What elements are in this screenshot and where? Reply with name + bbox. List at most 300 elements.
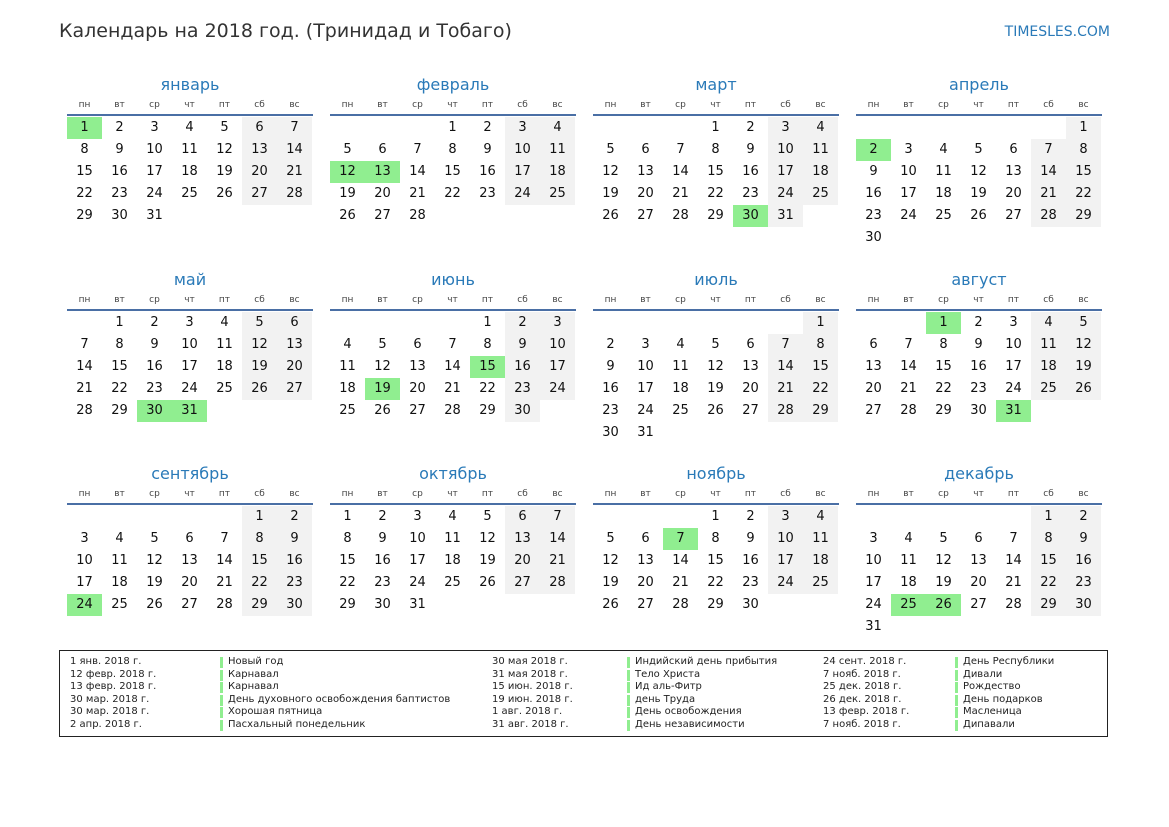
weekday-label: вс [289,489,300,499]
site-link[interactable]: TIMESLES.COM [1004,24,1110,40]
day-cell: 6 [974,531,983,546]
day-cell: 9 [150,337,159,352]
weekday-label: вт [903,489,914,499]
weekday-label: вт [640,100,651,110]
day-cell: 27 [374,208,391,223]
day-cell: 22 [707,186,724,201]
day-cell: 2 [150,315,159,330]
weekday-label: пн [867,295,880,305]
day-cell: 2 [1066,506,1101,528]
day-cell: 19 [970,186,987,201]
weekday-label: ср [675,295,686,305]
weekday-label: вс [1078,489,1089,499]
day-cell: 14 [216,553,233,568]
day-cell: 8 [115,337,124,352]
weekday-label: пн [867,489,880,499]
day-cell: 13 [637,164,654,179]
day-cell: 8 [483,337,492,352]
day-grid [593,117,839,227]
day-cell: 13 [970,553,987,568]
empty-cell [365,312,400,334]
weekday-header [67,96,313,116]
day-cell: 9 [115,142,124,157]
holiday-marker [955,707,958,718]
empty-cell [1031,117,1066,139]
day-cell: 29 [1066,205,1101,227]
day-cell: 21 [672,186,689,201]
day-cell: 21 [672,575,689,590]
day-cell: 31 [146,208,163,223]
day-cell: 2 [115,120,124,135]
day-cell: 22 [339,575,356,590]
day-cell: 19 [707,381,724,396]
empty-cell [400,312,435,334]
day-cell: 17 [181,359,198,374]
day-cell: 1 [242,506,277,528]
day-cell: 14 [444,359,461,374]
day-cell: 18 [444,553,461,568]
weekday-label: вс [815,489,826,499]
day-cell: 27 [637,597,654,612]
day-cell: 1 [711,509,720,524]
month-name: май [173,270,207,289]
holiday-name: Дивали [963,668,1003,680]
day-cell: 22 [242,572,277,594]
day-cell: 17 [637,381,654,396]
weekday-label: пт [218,489,231,499]
weekday-label: ср [149,100,160,110]
holiday-marker [220,682,223,693]
day-cell: 16 [1066,550,1101,572]
holiday-marker [955,695,958,706]
day-cell: 5 [378,337,387,352]
day-cell: 9 [974,337,983,352]
legend-row [823,669,1054,682]
day-cell: 14 [672,164,689,179]
day-cell: 4 [185,120,194,135]
day-cell: 7 [768,334,803,356]
day-cell: 30 [277,594,312,616]
day-cell: 26 [479,575,496,590]
day-cell: 7 [904,337,913,352]
day-cell: 31 [865,619,882,634]
day-cell: 2 [505,312,540,334]
weekday-label: чт [710,100,721,110]
day-cell: 27 [637,208,654,223]
day-cell: 29 [111,403,128,418]
weekday-header [856,291,1102,311]
day-cell: 3 [869,531,878,546]
weekday-label: сб [1043,489,1054,499]
holiday-date: 7 нояб. 2018 г. [823,668,901,680]
day-cell: 31 [637,425,654,440]
day-cell: 12 [1066,334,1101,356]
day-cell: 23 [602,403,619,418]
day-cell: 20 [409,381,426,396]
day-cell: 5 [606,531,615,546]
day-cell: 5 [242,312,277,334]
day-cell: 26 [146,597,163,612]
day-cell: 23 [1066,572,1101,594]
day-grid [856,117,1102,249]
weekday-label: вт [114,489,125,499]
day-cell: 17 [409,553,426,568]
day-cell: 21 [1031,183,1066,205]
holiday-date: 31 мая 2018 г. [492,668,568,680]
day-cell: 27 [181,597,198,612]
holiday-marker [627,720,630,731]
month-name: декабрь [944,464,1014,483]
empty-cell [663,506,698,528]
day-cell: 30 [970,403,987,418]
weekday-label: вт [114,100,125,110]
day-cell: 6 [378,142,387,157]
day-cell: 9 [869,164,878,179]
day-cell: 27 [742,403,759,418]
day-cell: 10 [409,531,426,546]
weekday-header [856,96,1102,116]
holiday-day-cell: 25 [891,594,926,616]
month-name: февраль [416,75,490,94]
empty-cell [733,312,768,334]
day-cell: 24 [146,186,163,201]
day-cell: 10 [146,142,163,157]
month-name: ноябрь [686,464,746,483]
day-cell: 6 [242,117,277,139]
day-cell: 22 [76,186,93,201]
weekday-label: чт [184,100,195,110]
empty-cell [663,117,698,139]
holiday-date: 31 авг. 2018 г. [492,718,569,730]
holiday-day-cell: 31 [172,400,207,422]
day-cell: 25 [444,575,461,590]
day-cell: 19 [339,186,356,201]
day-cell: 12 [602,164,619,179]
day-cell: 16 [277,550,312,572]
day-cell: 7 [540,506,575,528]
day-cell: 5 [711,337,720,352]
day-cell: 28 [1031,205,1066,227]
weekday-header [330,485,576,505]
holiday-day-cell: 26 [926,594,961,616]
weekday-label: сб [254,100,265,110]
day-cell: 15 [935,359,952,374]
day-cell: 30 [374,597,391,612]
day-cell: 18 [339,381,356,396]
empty-cell [435,312,470,334]
day-cell: 16 [742,164,759,179]
day-cell: 25 [111,597,128,612]
empty-cell [891,117,926,139]
day-cell: 6 [641,142,650,157]
weekday-label: ср [149,489,160,499]
day-cell: 2 [277,506,312,528]
weekday-header [593,485,839,505]
day-cell: 23 [970,381,987,396]
day-cell: 26 [602,597,619,612]
legend-row [70,681,450,694]
empty-cell [856,117,891,139]
day-cell: 3 [413,509,422,524]
month-name: июль [694,270,738,289]
weekday-label: пн [867,100,880,110]
holiday-day-cell: 13 [365,161,400,183]
day-cell: 26 [602,208,619,223]
empty-cell [102,506,137,528]
weekday-label: вс [552,295,563,305]
holiday-name: Карнавал [228,681,279,692]
day-cell: 1 [483,315,492,330]
day-cell: 24 [540,378,575,400]
day-cell: 10 [865,553,882,568]
day-cell: 30 [602,425,619,440]
day-cell: 5 [606,142,615,157]
day-cell: 12 [707,359,724,374]
holiday-marker [627,670,630,681]
weekday-label: пн [78,295,91,305]
day-cell: 16 [374,553,391,568]
weekday-header [330,96,576,116]
day-cell: 12 [146,553,163,568]
day-cell: 20 [242,161,277,183]
day-cell: 10 [540,334,575,356]
weekday-label: чт [447,489,458,499]
day-cell: 2 [746,120,755,135]
day-cell: 21 [900,381,917,396]
day-cell: 22 [1031,572,1066,594]
day-grid [593,312,839,444]
legend-row [492,656,777,669]
legend-row [492,706,777,719]
empty-cell [67,312,102,334]
holiday-day-cell: 1 [926,312,961,334]
day-cell: 5 [220,120,229,135]
day-cell: 10 [900,164,917,179]
day-cell: 15 [707,553,724,568]
weekday-label: вт [640,489,651,499]
weekday-label: ср [938,489,949,499]
day-cell: 6 [869,337,878,352]
holiday-name: День Республики [963,656,1055,667]
legend-row [492,681,777,694]
day-cell: 15 [76,164,93,179]
day-cell: 12 [970,164,987,179]
day-cell: 11 [672,359,689,374]
weekday-label: вс [552,100,563,110]
day-cell: 21 [444,381,461,396]
day-cell: 8 [80,142,89,157]
day-cell: 19 [1066,356,1101,378]
day-grid [67,312,313,422]
legend-column [492,656,777,731]
holiday-marker [627,682,630,693]
day-cell: 26 [707,403,724,418]
empty-cell [663,312,698,334]
weekday-label: вс [1078,100,1089,110]
holiday-marker [220,695,223,706]
weekday-label: ср [149,295,160,305]
day-cell: 20 [1005,186,1022,201]
weekday-label: чт [447,100,458,110]
holiday-day-cell: 7 [663,528,698,550]
weekday-label: чт [973,295,984,305]
empty-cell [67,506,102,528]
empty-cell [926,506,961,528]
weekday-label: вс [289,100,300,110]
weekday-label: чт [710,295,721,305]
holiday-legend [59,650,1108,737]
empty-cell [996,117,1031,139]
day-cell: 16 [146,359,163,374]
day-cell: 26 [1066,378,1101,400]
day-cell: 23 [374,575,391,590]
month-4 [856,74,1102,249]
weekday-label: ср [938,100,949,110]
month-5 [67,269,313,422]
day-cell: 4 [220,315,229,330]
day-cell: 7 [220,531,229,546]
weekday-label: пт [744,100,757,110]
day-cell: 5 [150,531,159,546]
day-cell: 12 [479,531,496,546]
weekday-label: сб [517,295,528,305]
holiday-date: 30 мар. 2018 г. [70,706,150,717]
empty-cell [891,506,926,528]
month-10 [330,463,576,616]
day-grid [856,506,1102,638]
holiday-name: Пасхальный понедельник [228,718,366,730]
day-cell: 6 [505,506,540,528]
day-cell: 11 [216,337,233,352]
holiday-date: 7 нояб. 2018 г. [823,718,901,730]
day-cell: 8 [711,142,720,157]
day-cell: 17 [146,164,163,179]
day-grid [330,506,576,616]
day-cell: 17 [76,575,93,590]
weekday-label: чт [184,295,195,305]
day-cell: 18 [216,359,233,374]
holiday-day-cell: 12 [330,161,365,183]
day-cell: 15 [803,356,838,378]
legend-row [70,669,450,682]
weekday-label: ср [675,489,686,499]
day-cell: 23 [742,186,759,201]
day-cell: 24 [409,575,426,590]
month-name: сентябрь [151,464,229,483]
weekday-label: чт [184,489,195,499]
day-cell: 13 [1005,164,1022,179]
day-cell: 4 [1031,312,1066,334]
weekday-label: вт [377,295,388,305]
day-cell: 17 [540,356,575,378]
day-cell: 12 [935,553,952,568]
month-name: июнь [431,270,475,289]
weekday-label: ср [412,489,423,499]
holiday-marker [627,695,630,706]
day-cell: 10 [768,528,803,550]
day-cell: 28 [900,403,917,418]
holiday-date: 2 апр. 2018 г. [70,718,142,730]
day-cell: 14 [672,553,689,568]
day-cell: 1 [115,315,124,330]
day-cell: 4 [803,117,838,139]
day-cell: 19 [216,164,233,179]
day-cell: 1 [343,509,352,524]
month-6 [330,269,576,422]
day-cell: 9 [1066,528,1101,550]
weekday-label: пт [1007,295,1020,305]
day-cell: 13 [409,359,426,374]
empty-cell [628,506,663,528]
day-cell: 14 [76,359,93,374]
holiday-marker [955,670,958,681]
empty-cell [593,117,628,139]
weekday-header [330,291,576,311]
day-cell: 3 [904,142,913,157]
day-cell: 8 [803,334,838,356]
day-cell: 15 [111,359,128,374]
day-cell: 1 [1031,506,1066,528]
day-cell: 2 [606,337,615,352]
day-cell: 17 [900,186,917,201]
day-cell: 18 [803,161,838,183]
day-cell: 9 [277,528,312,550]
day-cell: 9 [746,531,755,546]
day-cell: 5 [974,142,983,157]
day-cell: 12 [242,334,277,356]
day-cell: 24 [637,403,654,418]
day-cell: 18 [803,550,838,572]
day-cell: 23 [146,381,163,396]
day-cell: 19 [146,575,163,590]
weekday-label: вс [1078,295,1089,305]
day-cell: 20 [637,575,654,590]
holiday-marker [955,682,958,693]
holiday-name: Индийский день прибытия [635,656,778,667]
day-grid [67,506,313,616]
day-cell: 4 [676,337,685,352]
day-cell: 28 [444,403,461,418]
day-cell: 2 [974,315,983,330]
holiday-day-cell: 31 [996,400,1031,422]
weekday-label: сб [1043,100,1054,110]
day-cell: 25 [339,403,356,418]
empty-cell [207,506,242,528]
day-cell: 8 [343,531,352,546]
day-cell: 23 [479,186,496,201]
holiday-day-cell: 2 [856,139,891,161]
holiday-date: 15 июн. 2018 г. [492,681,573,692]
day-cell: 25 [1031,378,1066,400]
day-cell: 10 [505,139,540,161]
month-9 [67,463,313,616]
legend-row [492,719,777,732]
day-cell: 28 [216,597,233,612]
month-2 [330,74,576,227]
weekday-label: вс [552,489,563,499]
day-cell: 4 [540,117,575,139]
weekday-label: пт [744,295,757,305]
weekday-label: вт [377,100,388,110]
legend-row [823,694,1054,707]
day-cell: 24 [900,208,917,223]
month-3 [593,74,839,227]
day-cell: 30 [1066,594,1101,616]
holiday-name: Дипавали [963,718,1015,730]
weekday-label: пн [604,295,617,305]
day-cell: 13 [505,528,540,550]
weekday-label: пт [744,489,757,499]
